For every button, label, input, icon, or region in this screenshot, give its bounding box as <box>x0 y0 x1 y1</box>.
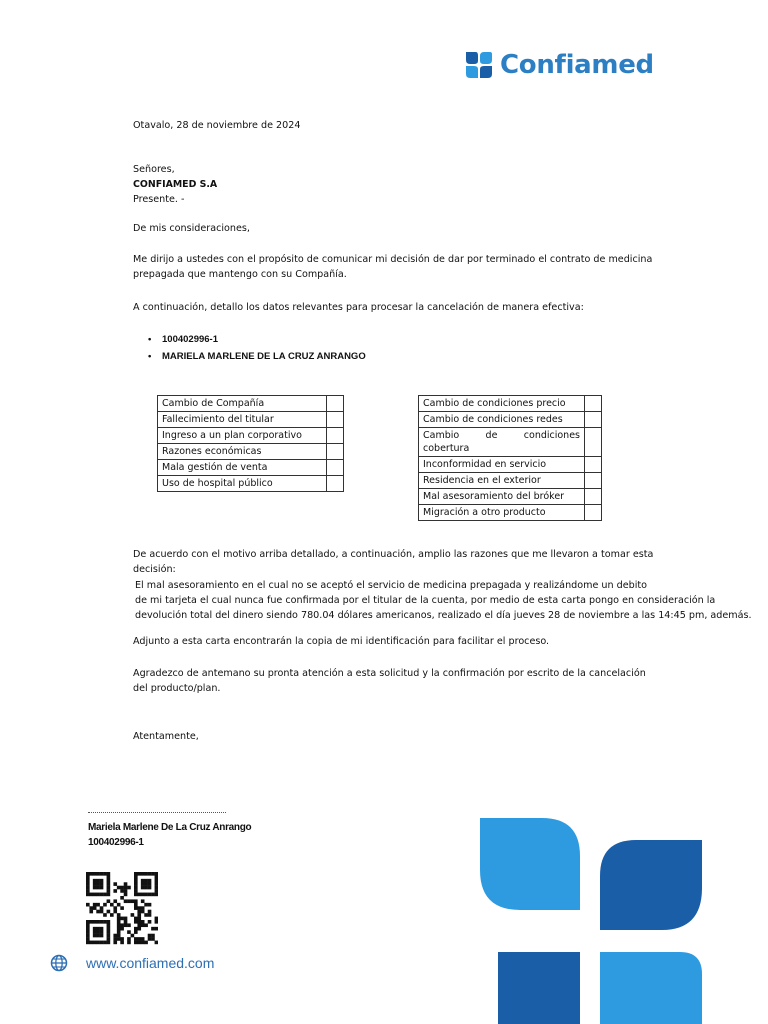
reason-label-line-2: cobertura <box>423 443 470 454</box>
qr-code <box>86 872 158 946</box>
explanation-line-1: El mal asesoramiento en el cual no se aceptó el servicio de medicina prepagada y realizándome un debito <box>135 580 647 591</box>
table-row <box>419 412 602 428</box>
confiamed-logo-icon <box>464 50 494 80</box>
reason-label: Cambio de Compañía <box>158 396 327 412</box>
client-name: MARIELA MARLENE DE LA CRUZ ANRANGO <box>162 351 366 362</box>
reason-label-line-1: Cambio de condiciones <box>423 430 580 441</box>
reason-checkbox[interactable] <box>585 505 602 521</box>
presente: Presente. - <box>133 194 185 205</box>
list-item: • 100402996-1 <box>148 334 218 345</box>
reasons-table-right <box>418 395 602 521</box>
table-row <box>158 428 344 444</box>
reason-checkbox[interactable] <box>327 396 344 412</box>
motive-line-1: De acuerdo con el motivo arriba detallado, a continuación, amplio las razones que me llevaron a tomar esta <box>133 549 654 560</box>
table-row <box>158 476 344 492</box>
attachment-note: Adjunto a esta carta encontrarán la copia de mi identificación para facilitar el proceso. <box>133 636 550 647</box>
reason-label: Razones económicas <box>158 444 327 460</box>
motive-line-2: decisión: <box>133 564 176 575</box>
website-link[interactable]: www.confiamed.com <box>86 955 215 971</box>
reason-checkbox[interactable] <box>585 428 602 457</box>
intro-line-2: prepagada que mantengo con su Compañía. <box>133 269 347 280</box>
reason-checkbox[interactable] <box>585 412 602 428</box>
table-row <box>419 505 602 521</box>
reason-label: Inconformidad en servicio <box>419 457 585 473</box>
explanation-line-2: de mi tarjeta el cual nunca fue confirmada por el titular de la cuenta, por medio de esta carta pongo en consideración la <box>135 595 716 606</box>
globe-icon <box>50 954 68 972</box>
recipient: CONFIAMED S.A <box>133 179 218 190</box>
reason-label: Residencia en el exterior <box>419 473 585 489</box>
brand-decoration-graphic <box>480 818 702 1024</box>
table-row <box>158 412 344 428</box>
reason-checkbox[interactable] <box>585 457 602 473</box>
reason-checkbox[interactable] <box>327 444 344 460</box>
confiamed-logo <box>464 48 654 82</box>
list-item: • MARIELA MARLENE DE LA CRUZ ANRANGO <box>148 351 366 362</box>
table-row <box>419 457 602 473</box>
thanks-line-2: del producto/plan. <box>133 683 221 694</box>
greeting: De mis consideraciones, <box>133 223 250 234</box>
table-row <box>419 473 602 489</box>
thanks-line-1: Agradezco de antemano su pronta atención a esta solicitud y la confirmación por escrito de la cancelación <box>133 668 646 679</box>
table-row <box>419 489 602 505</box>
reason-label: Migración a otro producto <box>419 505 585 521</box>
signature-line <box>88 812 226 813</box>
signer-name: Mariela Marlene De La Cruz Anrango <box>88 822 252 833</box>
reason-label: Cambio de condiciones redes <box>419 412 585 428</box>
brand-name: Confiamed <box>500 50 654 80</box>
reason-label: Mal asesoramiento del bróker <box>419 489 585 505</box>
reason-checkbox[interactable] <box>327 412 344 428</box>
signer-id: 100402996-1 <box>88 837 144 848</box>
details-intro: A continuación, detallo los datos relevantes para procesar la cancelación de manera efectiva: <box>133 302 584 313</box>
reason-label: Fallecimiento del titular <box>158 412 327 428</box>
intro-line-1: Me dirijo a ustedes con el propósito de comunicar mi decisión de dar por terminado el contrato de medicina <box>133 254 653 265</box>
id-bullet-list <box>150 331 366 365</box>
reason-label: Cambio de condiciones precio <box>419 396 585 412</box>
table-row <box>419 428 602 457</box>
reason-checkbox[interactable] <box>327 428 344 444</box>
id-number: 100402996-1 <box>162 334 218 345</box>
reason-checkbox[interactable] <box>585 473 602 489</box>
table-row <box>158 444 344 460</box>
place-date: Otavalo, 28 de noviembre de 2024 <box>133 120 301 131</box>
reason-checkbox[interactable] <box>585 396 602 412</box>
reason-label: Uso de hospital público <box>158 476 327 492</box>
salutation: Señores, <box>133 164 175 175</box>
reason-label: Ingreso a un plan corporativo <box>158 428 327 444</box>
reason-label: Mala gestión de venta <box>158 460 327 476</box>
table-row <box>158 460 344 476</box>
reason-label <box>419 428 585 457</box>
closing: Atentamente, <box>133 731 199 742</box>
table-row <box>419 396 602 412</box>
reasons-table-left <box>157 395 344 492</box>
reason-checkbox[interactable] <box>585 489 602 505</box>
reason-checkbox[interactable] <box>327 460 344 476</box>
explanation-line-3: devolución total del dinero siendo 780.04 dólares americanos, realizado el día jueves 28 de noviembre a las 14:45 pm, además. <box>135 610 752 621</box>
table-row <box>158 396 344 412</box>
reason-checkbox[interactable] <box>327 476 344 492</box>
